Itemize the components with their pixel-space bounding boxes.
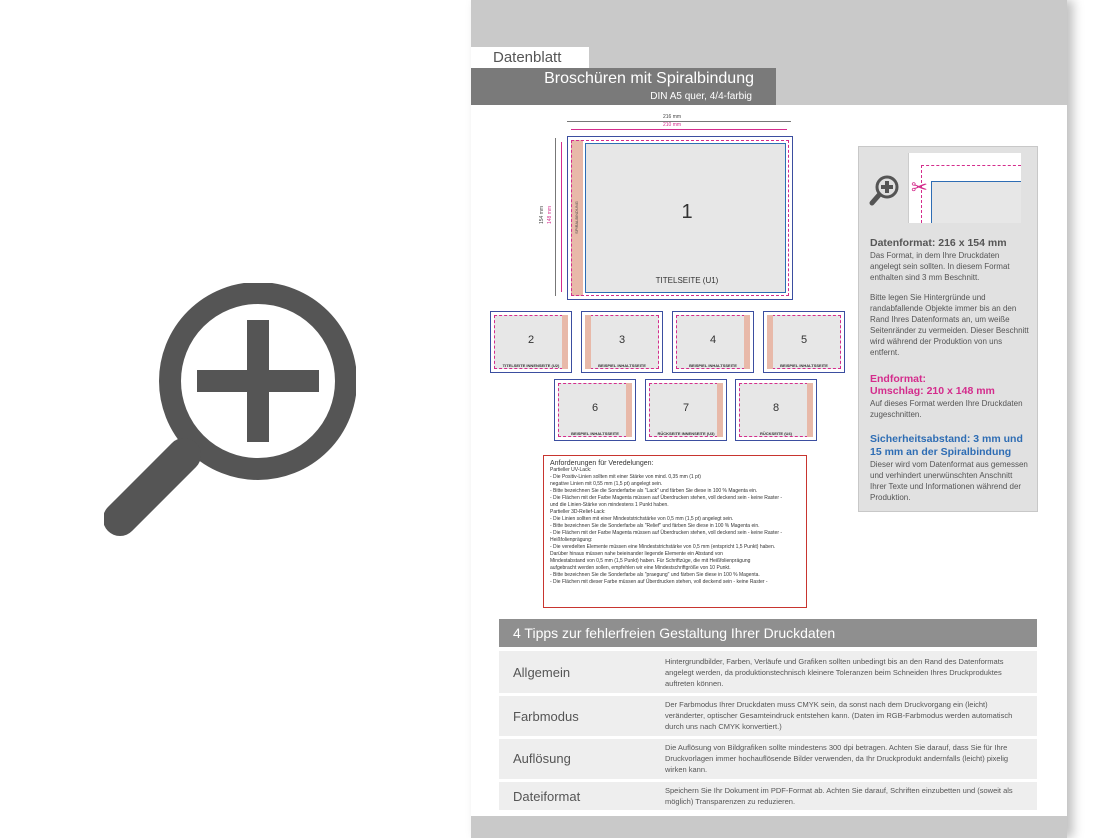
datasheet-tag: Datenblatt [471,47,589,68]
tip-text: Hintergrundbilder, Farben, Verläufe und Grafiken sollten unbedingt bis an den Rand des Datenformats angelegt werden, da produktionstechnisch kleinere Toleranzen beim Schneiden Ihres Druckproduktes auftreten können. [665,657,1004,688]
requirements-line: - Bitte bezeichnen Sie die Sonderfarbe als "Relief" und färben Sie diese in 100 % Magenta ein. [550,523,760,529]
datenformat-text: Das Format, in dem Ihre Druckdaten angelegt sein sollten. In diesem Format enthalten sind 3 mm Beschnitt. [870,251,1010,282]
tip-label: Farbmodus [513,709,579,724]
scissors-icon: ✂ [911,177,928,199]
thumb-caption: BEISPIEL INHALTSSEITE [571,431,619,436]
thumb-number: 7 [682,402,690,414]
endformat-title: Endformat: [870,373,926,385]
tip-text: Der Farbmodus Ihrer Druckdaten muss CMYK sein, da sonst nach dem Druckvorgang ein (leicht) veränderter, optischer Gesamteindruck entstehen kann. (Daten im RGB-Farbmodus werden automatisch durch uns nach CMYK konvertiert.) [665,700,1013,731]
thumb-caption: BEISPIEL INHALTSSEITE [780,363,828,368]
page-thumb-7 [645,379,727,441]
page-thumb-4 [672,311,754,373]
safety-title: Sicherheitsabstand: 3 mm und 15 mm an der Spiralbindung [870,433,1023,458]
requirements-line: negative Linien mit 0,55 mm (1,5 pt) angelegt sein. [550,481,663,487]
tip-label: Dateiformat [513,789,581,804]
requirements-line: - Die Flächen mit dieser Farbe müssen auf Überdrucken stehen, voll deckend sein - keine Raster - [550,579,768,585]
height-inner-label: 148 mm [547,205,554,225]
requirements-line: - Die Flächen mit der Farbe Magenta müssen auf Überdrucken stehen, voll deckend sein - keine Raster - [550,530,783,536]
thumb-caption: RÜCKSEITE INNENSEITE (U3) [657,431,715,436]
requirements-line: - Bitte bezeichnen Sie die Sonderfarbe als "Lack" und färben Sie diese in 100 % Magenta ein. [550,488,758,494]
height-outer-line [555,138,556,296]
requirements-line: - Die Flächen mit der Farbe Magenta müssen auf Überdrucken stehen, voll deckend sein - keine Raster - [550,495,783,501]
finishing-requirements-box [543,455,807,608]
datenformat-title: Datenformat: 216 x 154 mm [870,237,1007,249]
datasheet-page [471,0,1067,838]
page-thumb-5 [763,311,845,373]
width-inner-label: 210 mm [662,122,682,128]
thumb-caption: BEISPIEL INHALTSSEITE [598,363,646,368]
page-title: Broschüren mit Spiralbindung [544,70,754,87]
tips-heading: 4 Tipps zur fehlerfreien Gestaltung Ihrer Druckdaten [499,619,1037,647]
tip-row-farbmodus [499,696,1037,736]
requirements-line: und die Linien-Stärke von mindestens 1 Punkt haben. [550,502,669,508]
thumb-number: 5 [800,334,808,346]
zoom-in-icon[interactable] [869,173,901,207]
page-thumb-3 [581,311,663,373]
tip-row-allgemein [499,651,1037,693]
thumb-number: 4 [709,334,717,346]
tip-label: Auflösung [513,751,571,766]
cover-sheet [567,136,793,300]
page-thumb-2 [490,311,572,373]
cover-diagram [539,114,797,300]
endformat-sub: Umschlag: 210 x 148 mm [870,385,995,397]
tip-row-aufloesung [499,739,1037,779]
page-subtitle: DIN A5 quer, 4/4-farbig [650,91,752,102]
thumb-number: 2 [527,334,535,346]
tip-text: Die Auflösung von Bildgrafiken sollte mindestens 300 dpi betragen. Achten Sie darauf, dass Sie für Ihre Druckvorlagen immer hochauflösende Bilder verwenden, da Ihr Druckprodukt andernfalls (leicht) pixelig wirken kann. [665,743,1009,774]
requirements-line: - Die Linien sollten mit einer Mindeststrichstärke von 0,5 mm (1,5 pt) angelegt sein. [550,516,734,522]
safety-text: Dieser wird vom Datenformat aus gemessen und verhindert unerwünschten Anschnitt Ihrer Texte und Informationen während der Produktion. [870,460,1028,502]
requirements-line: Mindestabstand von 0,5 mm (1,5 Punkt) haben. Für Schriftzüge, die mit Heißfolienprägung [550,558,751,564]
cover-number: 1 [681,201,693,223]
format-info-box [858,146,1038,512]
width-outer-label: 216 mm [662,114,682,120]
endformat-text: Auf dieses Format werden Ihre Druckdaten zugeschnitten. [870,399,1023,419]
tip-row-dateiformat [499,782,1037,810]
page-thumb-6 [554,379,636,441]
requirements-line: aufgebracht werden sollen, empfehlen wir eine Mindestschriftgröße von 10 Punkt. [550,565,731,571]
requirements-line: Partieller UV-Lack: [550,467,592,473]
requirements-line: - Die veredelten Elemente müssen eine Mindeststrichstärke von 0,5 mm (entspricht 1,5 Punkt) haben. [550,544,776,550]
thumb-caption: TITELSEITE INNENSEITE (U2) [502,363,560,368]
width-inner-line [571,129,787,130]
thumb-caption: BEISPIEL INHALTSSEITE [689,363,737,368]
height-inner-line [561,142,562,292]
page-thumb-8 [735,379,817,441]
requirements-line: - Bitte bezeichnen Sie die Sonderfarbe als "praegung" und färben Sie diese in 100 % Magenta. [550,572,760,578]
zoom-in-icon[interactable] [104,283,356,545]
bleed-text: Bitte legen Sie Hintergründe und randabfallende Objekte immer bis an den Rand Ihres Datenformats an, um weiße Seitenränder zu vermeiden. Dieser Beschnitt wird während der Produktion von uns entfernt. [870,293,1029,357]
thumb-number: 8 [772,402,780,414]
requirements-line: Heißfolienprägung: [550,537,593,543]
corner-detail [908,153,1021,223]
cover-caption: TITELSEITE (U1) [655,276,719,285]
detail-safe-line [931,181,1021,223]
thumb-caption: RÜCKSEITE (U4) [759,431,792,436]
requirements-title: Anforderungen für Veredelungen: [550,460,654,467]
requirements-line: - Die Positiv-Linien sollten mit einer Stärke von mind. 0,35 mm (1 pt) [550,474,701,480]
thumb-number: 3 [618,334,626,346]
requirements-line: Partieller 3D-Relief-Lack: [550,509,606,515]
tip-label: Allgemein [513,665,571,680]
height-outer-label: 154 mm [539,205,546,225]
tip-text: Speichern Sie Ihr Dokument im PDF-Format ab. Achten Sie darauf, Schriften einzubetten und (soweit als möglich) Transparenzen zu reduzieren. [665,786,1013,806]
spine-label: SPIRALBINDUNG [573,201,579,234]
requirements-line: Darüber hinaus müssen nahe beieinander liegende Elemente ein Abstand von [550,551,723,557]
page-footer-band [471,816,1067,838]
title-bar [471,68,776,105]
thumb-number: 6 [591,402,599,414]
